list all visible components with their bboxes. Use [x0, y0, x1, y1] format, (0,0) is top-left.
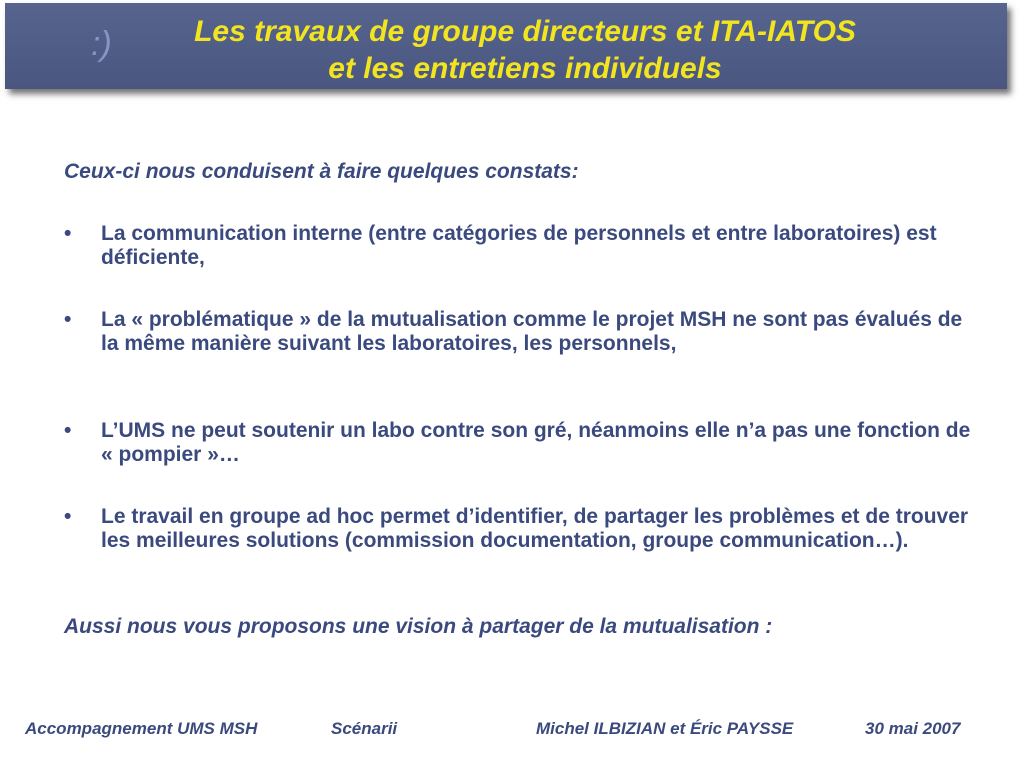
bullet-text: La communication interne (entre catégories de personnels et entre laboratoires) est déficiente, [101, 222, 937, 269]
footer-section: Scénarii [331, 719, 398, 738]
closing-text: Aussi nous vous proposons une vision à partager de la mutualisation : [64, 615, 773, 638]
footer-authors: Michel ILBIZIAN et Éric PAYSSE [536, 719, 794, 738]
footer-date: 30 mai 2007 [865, 719, 961, 738]
bullet-marker: • [64, 308, 72, 331]
bullet-text: L’UMS ne peut soutenir un labo contre son gré, néanmoins elle n’a pas une fonction de « pompier »… [101, 419, 971, 466]
slide-title [115, 13, 935, 87]
smiley-decoration: :) [91, 25, 112, 63]
bullet-marker: • [64, 222, 72, 245]
bullet-text: Le travail en groupe ad hoc permet d’identifier, de partager les problèmes et de trouver les meilleures solutions (commission documentation, groupe communication…). [101, 505, 969, 552]
footer-program: Accompagnement UMS MSH [25, 719, 258, 738]
title-line-1: Les travaux de groupe directeurs et ITA-IATOS [194, 15, 856, 48]
footer [0, 719, 1024, 743]
bullet-marker: • [64, 419, 72, 442]
intro-text: Ceux-ci nous conduisent à faire quelques constats: [64, 160, 579, 183]
title-bar [5, 3, 1007, 89]
title-line-2: et les entretiens individuels [328, 52, 722, 85]
bullet-marker: • [64, 505, 72, 528]
bullet-text: La « problématique » de la mutualisation comme le projet MSH ne sont pas évalués de la même manière suivant les laboratoires, les personnels, [101, 308, 963, 355]
